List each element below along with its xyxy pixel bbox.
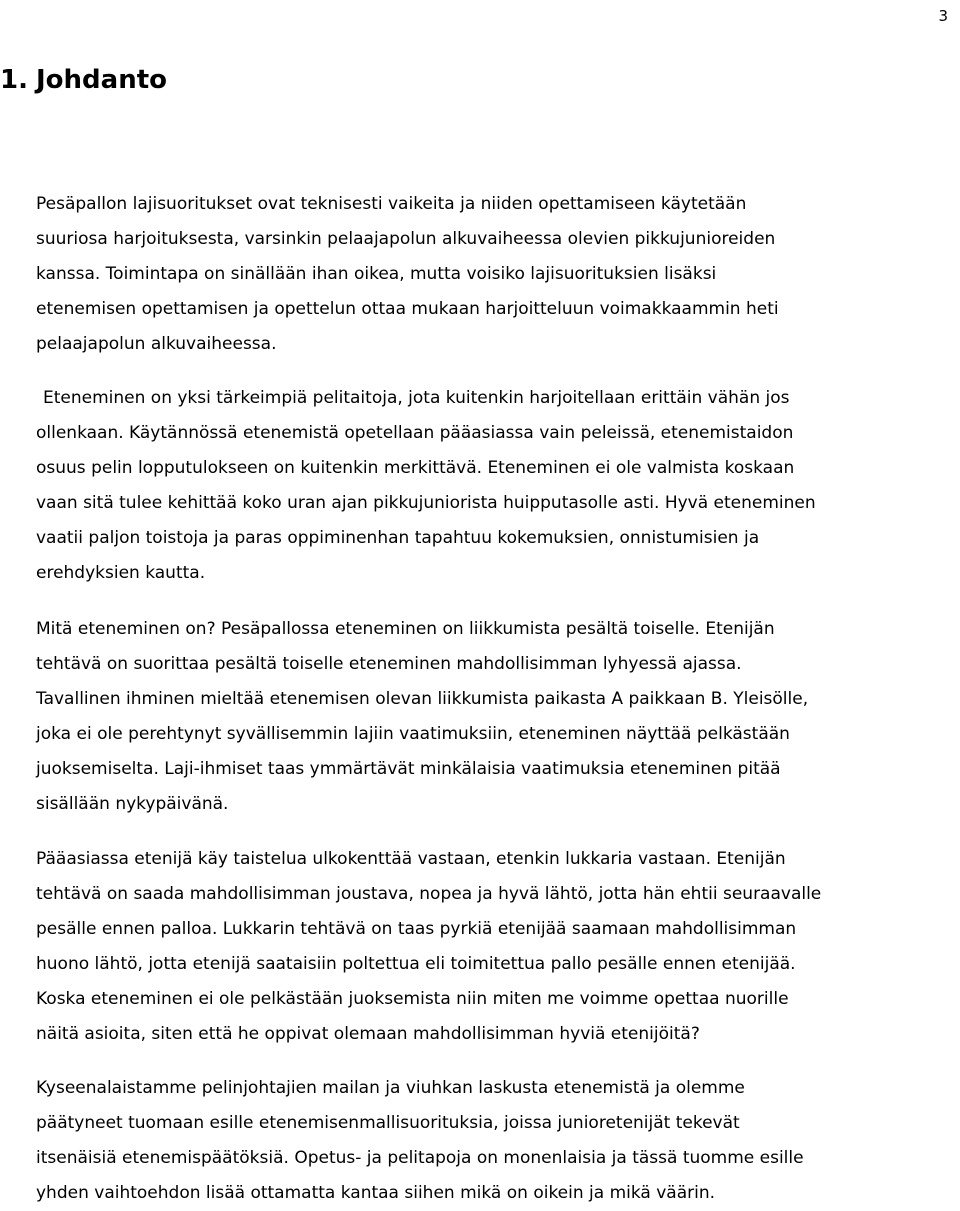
page-number: 3 [938, 7, 948, 25]
section-number: 1. [0, 65, 28, 95]
paragraph-line: Mitä eteneminen on? Pesäpallossa eteneminen on liikkumista pesältä toiselle. Etenijän [36, 619, 775, 639]
paragraph-line: Tavallinen ihminen mieltää etenemisen olevan liikkumista paikasta A paikkaan B. Yleisölle, [36, 689, 809, 709]
paragraph-line: osuus pelin lopputulokseen on kuitenkin merkittävä. Eteneminen ei ole valmista koskaan [36, 458, 795, 478]
paragraph-line: ollenkaan. Käytännössä etenemistä opetellaan pääasiassa vain peleissä, etenemistaidon [36, 423, 794, 443]
paragraph-line: vaatii paljon toistoja ja paras oppiminenhan tapahtuu kokemuksien, onnistumisien ja [36, 528, 760, 548]
paragraph-line: yhden vaihtoehdon lisää ottamatta kantaa siihen mikä on oikein ja mikä väärin. [36, 1183, 716, 1203]
paragraph-line: sisällään nykypäivänä. [36, 794, 229, 814]
paragraph-line: huono lähtö, jotta etenijä saataisiin poltettua eli toimitettua pallo pesälle ennen etenijää. [36, 954, 796, 974]
paragraph-intro [36, 187, 956, 362]
paragraph-battle [36, 842, 956, 1052]
paragraph-line: Eteneminen on yksi tärkeimpiä pelitaitoja, jota kuitenkin harjoitellaan erittäin vähän jos [43, 388, 790, 408]
paragraph-line: itsenäisiä etenemispäätöksiä. Opetus- ja pelitapoja on monenlaisia ja tässä tuomme esille [36, 1148, 804, 1168]
paragraph-conclusion [36, 1071, 956, 1211]
paragraph-line: vaan sitä tulee kehittää koko uran ajan pikkujuniorista huipputasolle asti. Hyvä eteneminen [36, 493, 816, 513]
paragraph-line: erehdyksien kautta. [36, 563, 206, 583]
paragraph-line: suuriosa harjoituksesta, varsinkin pelaajapolun alkuvaiheessa olevien pikkujunioreiden [36, 229, 776, 249]
paragraph-line: Pääasiassa etenijä käy taistelua ulkokenttää vastaan, etenkin lukkaria vastaan. Etenijän [36, 849, 786, 869]
section-title: Johdanto [36, 65, 168, 95]
section-heading [0, 62, 167, 98]
paragraph-line: pelaajapolun alkuvaiheessa. [36, 334, 277, 354]
paragraph-line: etenemisen opettamisen ja opettelun ottaa mukaan harjoitteluun voimakkaammin heti [36, 299, 779, 319]
paragraph-line: joka ei ole perehtynyt syvällisemmin lajiin vaatimuksiin, eteneminen näyttää pelkästään [36, 724, 790, 744]
paragraph-line: päätyneet tuomaan esille etenemisenmallisuorituksia, joissa junioretenijät tekevät [36, 1113, 740, 1133]
paragraph-line: pesälle ennen palloa. Lukkarin tehtävä on taas pyrkiä etenijää saamaan mahdollisimman [36, 919, 797, 939]
paragraph-line: kanssa. Toimintapa on sinällään ihan oikea, mutta voisiko lajisuorituksien lisäksi [36, 264, 717, 284]
paragraph-line: tehtävä on suorittaa pesältä toiselle eteneminen mahdollisimman lyhyessä ajassa. [36, 654, 742, 674]
paragraph-line: Pesäpallon lajisuoritukset ovat teknisesti vaikeita ja niiden opettamiseen käytetään [36, 194, 747, 214]
paragraph-definition [36, 612, 956, 822]
paragraph-line: juoksemiselta. Laji-ihmiset taas ymmärtävät minkälaisia vaatimuksia eteneminen pitää [36, 759, 781, 779]
paragraph-importance [36, 381, 956, 591]
paragraph-line: tehtävä on saada mahdollisimman joustava, nopea ja hyvä lähtö, jotta hän ehtii seuraavalle [36, 884, 822, 904]
paragraph-line: näitä asioita, siten että he oppivat olemaan mahdollisimman hyviä etenijöitä? [36, 1024, 700, 1044]
paragraph-line: Kyseenalaistamme pelinjohtajien mailan ja viuhkan laskusta etenemistä ja olemme [36, 1078, 745, 1098]
paragraph-line: Koska eteneminen ei ole pelkästään juoksemista niin miten me voimme opettaa nuorille [36, 989, 789, 1009]
